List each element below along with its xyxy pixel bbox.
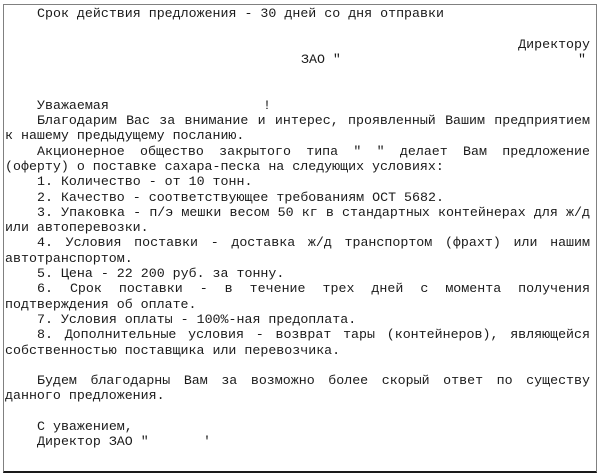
spacer [5, 358, 590, 373]
spacer [5, 67, 590, 82]
closing-request: Будем благодарны Вам за возможно более скорый ответ по существу данного предложения. [5, 373, 590, 404]
addressee-title: Директору [518, 36, 590, 52]
condition-item: 5. Цена - 22 200 руб. за тонну. [37, 266, 285, 282]
signature-signer [5, 434, 590, 449]
spacer [5, 82, 590, 97]
signature-signer-close: ' [203, 434, 211, 450]
condition-item: 3. Упаковка - п/э мешки весом 50 кг в стандартных контейнерах для ж/д или автоперевозки. [5, 204, 590, 236]
spacer [5, 21, 590, 36]
validity-note: Срок действия предложения - 30 дней со дня отправки [37, 6, 444, 21]
condition-item: 7. Условия оплаты - 100%-ная предоплата. [37, 311, 357, 327]
spacer [5, 404, 590, 419]
condition-item: 1. Количество - от 10 тонн. [37, 174, 253, 190]
paragraph-offer: Акционерное общество закрытого типа " " делает Вам предложение (оферту) о поставке сахара-песка на следующих условиях: [5, 143, 590, 174]
condition-item: 4. Условия поставки - доставка ж/д транспортом (фрахт) или нашим автотранспортом. [5, 235, 590, 266]
greeting [5, 98, 590, 113]
condition-item: 8. Дополнительные условия - возврат тары (контейнеров), являющейся собственностью поставщика или перевозчика. [5, 327, 590, 358]
condition-item: 6. Срок поставки - в течение трех дней с момента получения подтверждения об оплате. [5, 281, 590, 312]
paragraph-thanks: Благодарим Вас за внимание и интерес, проявленный Вашим предприятием к нашему предыдущему посланию. [5, 113, 590, 144]
signature-regards: С уважением, [37, 419, 133, 435]
condition-item: 2. Качество - соответствующее требованиям ОСТ 5682. [37, 189, 444, 205]
greeting-exclamation: ! [263, 97, 271, 113]
greeting-word: Уважаемая [37, 97, 109, 113]
addressee-company-open: ЗАО " [301, 51, 341, 67]
addressee-company [5, 52, 590, 67]
offer-letter [5, 6, 590, 450]
signature-signer-open: Директор ЗАО " [37, 434, 149, 450]
addressee-company-close: " [578, 51, 586, 67]
